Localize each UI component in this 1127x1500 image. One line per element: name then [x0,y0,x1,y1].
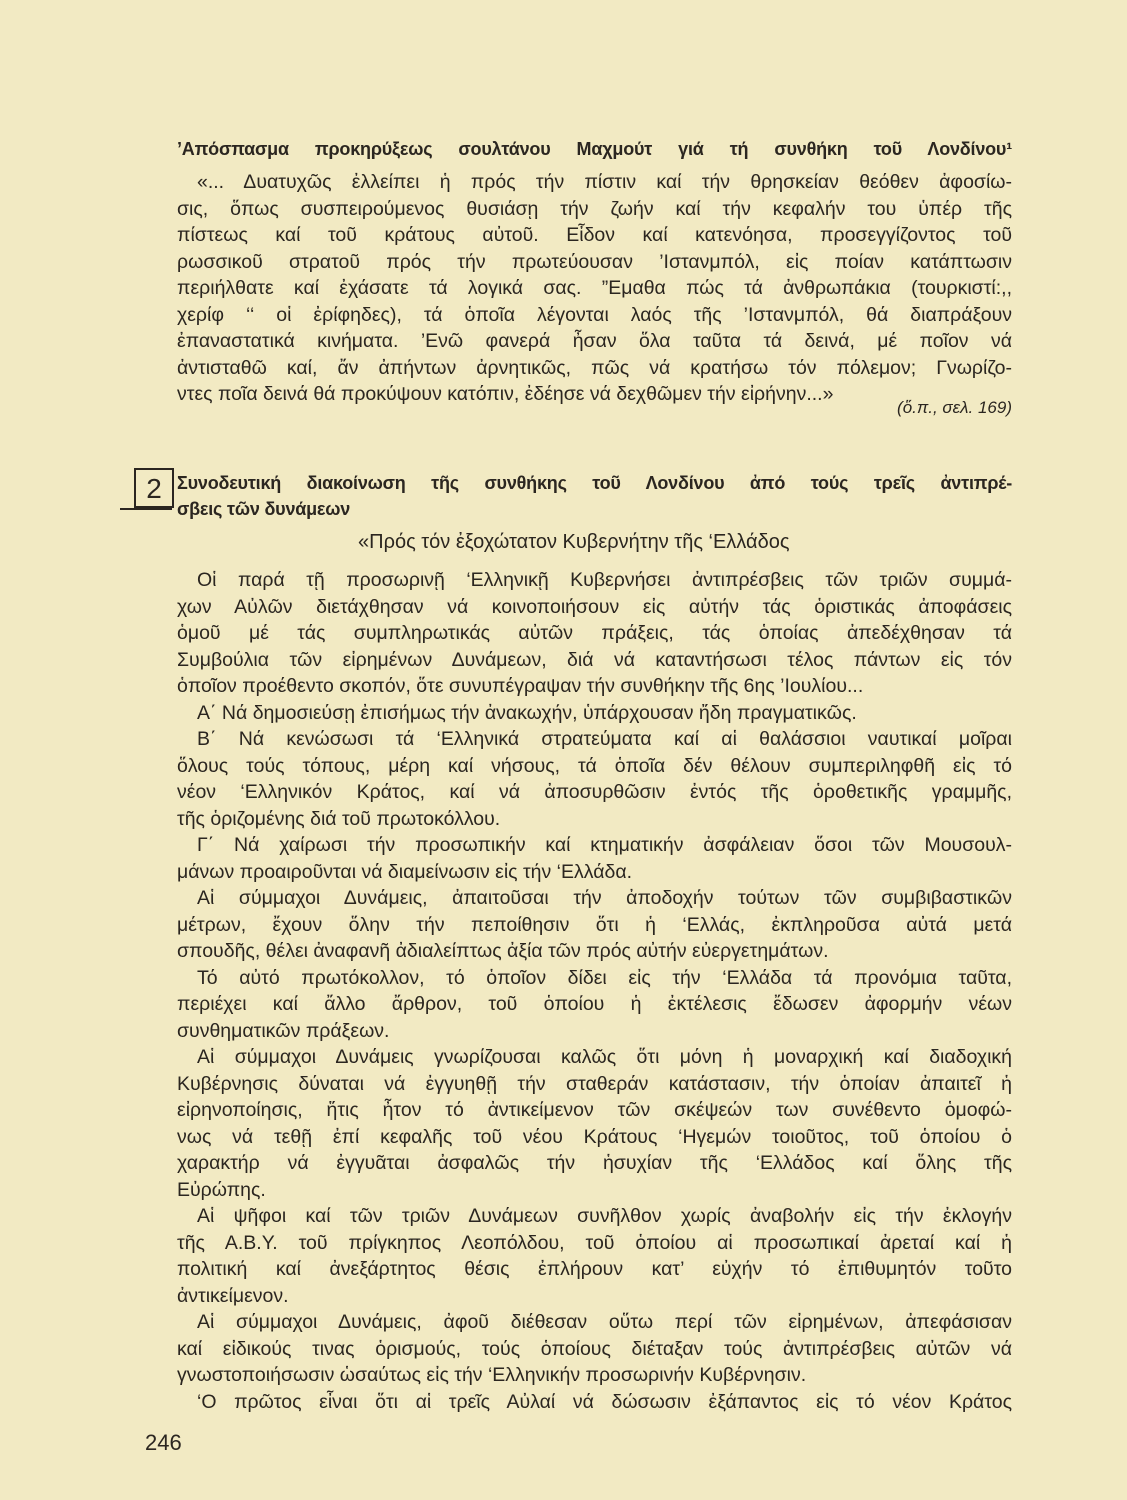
section-number-underline [120,508,172,510]
section-1-title [177,136,1012,162]
text-line: νέον ‘Ελληνικόν Κράτος, καί νά ἀποσυρθῶσιν ἐντός τῆς ὁροθετικῆς γραμμῆς, [177,781,1012,803]
text-line: ντες ποῖα δεινά θά προκύψουν κατόπιν, ἐδέησε νά δεχθῶμεν τήν εἰρήνην...» [177,383,834,405]
section-2-title-line: Συνοδευτική διακοίνωση τῆς συνθήκης τοῦ Λονδίνου ἀπό τούς τρεῖς ἀντιπρέ- [177,473,1012,493]
text-line: ἀντικείμενον. [177,1284,289,1307]
text-line: Γ΄ Νά χαίρωσι τήν προσωπικήν καί κτηματικήν ἀσφάλειαν ὅσοι τῶν Μουσουλ- [197,834,1012,856]
text-line: Κυβέρνησις δύναται νά ἐγγυηθῇ τήν σταθεράν κατάστασιν, τήν ὁποίαν ἀπαιτεῖ ἡ [177,1072,1012,1095]
page-number: 246 [145,1430,182,1455]
text-line: χερίφ ‘‘ οἱ ἐρίφηδες), τά ὁποῖα λέγονται λαός τῆς ’Ιστανμπόλ, θά διαπράξουν [177,303,1012,326]
text-line: νως νά τεθῇ ἐπί κεφαλῆς τοῦ νέου Κράτους ‘Ηγεμών τοιοῦτος, τοῦ ὁποίου ὁ [177,1125,1012,1148]
text-line: μέτρων, ἔχουν ὅλην τήν πεποίθησιν ὅτι ἡ ‘Ελλάς, ἐκπληροῦσα αὐτά μετά [177,913,1012,936]
citation: (ὅ.π., σελ. 169) [897,398,1012,417]
text-line: χων Αὐλῶν διετάχθησαν νά κοινοποιήσουν εἰς αὐτήν τάς ὁριστικάς ἀποφάσεις [177,595,1012,618]
text-line: Αἱ σύμμαχοι Δυνάμεις, ἀπαιτοῦσαι τήν ἀποδοχήν τούτων τῶν συμβιβαστικῶν [197,887,1012,909]
text-line: καί εἰδικούς τινας ὁρισμούς, τούς ὁποίους διέταξαν τούς ἀντιπρέσβεις αὐτῶν νά [177,1337,1012,1360]
text-line: ὁποῖον προέθεντο σκοπόν, ὅτε συνυπέγραψαν τήν συνθήκην τῆς 6ης ’Ιουλίου... [177,675,864,697]
section-2-title [177,470,1012,522]
text-line: ‘Ο πρῶτος εἶναι ὅτι αἱ τρεῖς Αὐλαί νά δώσωσιν ἐξάπαντος εἰς τό νέον Κράτος [197,1390,1012,1413]
text-line: ὁμοῦ μέ τάς συμπληρωτικάς αὐτῶν πράξεις, τάς ὁποίας ἀπεδέχθησαν τά [177,622,1012,644]
text-line: Οἱ παρά τῇ προσωρινῇ ‘Ελληνικῇ Κυβερνήσει ἀντιπρέσβεις τῶν τριῶν συμμά- [197,569,1012,591]
text-line: Αἱ ψῆφοι καί τῶν τριῶν Δυνάμεων συνῆλθον χωρίς ἀναβολήν εἰς τήν ἐκλογήν [197,1205,1012,1227]
text-line: Αἱ σύμμαχοι Δυνάμεις γνωρίζουσαι καλῶς ὅτι μόνη ἡ μοναρχική καί διαδοχική [197,1046,1012,1068]
sultan-proclamation-quote [177,169,1012,408]
note-body [177,567,1012,1415]
text-line: Συμβούλια τῶν εἰρημένων Δυνάμεων, διά νά καταντήσωσι τέλος πάντων εἰς τόν [177,648,1012,671]
text-line: Αἱ σύμμαχοι Δυνάμεις, ἀφοῦ διέθεσαν οὕτω περί τῶν εἰρημένων, ἀπεφάσισαν [197,1311,1012,1333]
text-line: γνωστοποιήσωσιν ὡσαύτως εἰς τήν ‘Ελληνικήν προσωρινήν Κυβέρνησιν. [177,1364,807,1386]
text-line: πίστεως καί τοῦ κράτους αὐτοῦ. Εἶδον καί κατενόησα, προσεγγίζοντος τοῦ [177,224,1012,246]
text-line: πολιτική καί ἀνεξάρτητος θέσις ἐπλήρουν κατ’ εὐχήν τό ἐπιθυμητόν τοῦτο [177,1258,1012,1280]
text-line: ἐπαναστατικά κινήματα. ’Ενῶ φανερά ἦσαν ὅλα ταῦτα τά δεινά, μέ ποῖον νά [177,330,1012,352]
text-line: συνθηματικῶν πράξεων. [177,1019,390,1042]
text-line: χαρακτήρ νά ἐγγυᾶται ἀσφαλῶς τήν ἡσυχίαν τῆς ‘Ελλάδος καί ὅλης τῆς [177,1152,1012,1174]
text-line: σπουδῆς, θέλει ἀναφανῆ ἀδιαλείπτως ἀξία τῶν πρός αὐτήν εὐεργετημάτων. [177,940,829,962]
text-line: περιήλθατε καί ἐχάσατε τά λογικά σας. ”Εμαθα πώς τά ἀνθρωπάκια (τουρκιστί:,, [177,277,1012,299]
text-line: «... Δυατυχῶς ἐλλείπει ἡ πρός τήν πίστιν καί τήν θρησκείαν θεόθεν ἀφοσίω- [197,171,1012,193]
text-line: σις, ὅπως συσπειρούμενος θυσιάσῃ τήν ζωήν καί τήν κεφαλήν του ὑπέρ τῆς [177,197,1012,220]
salutation: «Πρός τόν ἐξοχώτατον Κυβερνήτην τῆς ‘Ελλάδος [358,531,790,553]
section-1-title-text: ’Απόσπασμα προκηρύξεως σουλτάνου Μαχμούτ γιά τή συνθήκη τοῦ Λονδίνου¹ [177,139,1012,159]
text-line: Β΄ Νά κενώσωσι τά ‘Ελληνικά στρατεύματα καί αἱ θαλάσσιοι ναυτικαί μοῖραι [197,728,1012,750]
text-line: εἰρηνοποίησις, ἥτις ἦτον τό ἀντικείμενον τῶν σκέψεών των συνέθεντο ὁμοφώ- [177,1099,1012,1121]
section-number-box: 2 [134,468,174,508]
text-line: ρωσσικοῦ στρατοῦ πρός τήν πρωτεύουσαν ’Ιστανμπόλ, εἰς ποίαν κατάπτωσιν [177,250,1012,273]
text-line: Εὐρώπης. [177,1178,266,1201]
text-line: περιέχει καί ἄλλο ἄρθρον, τοῦ ὁποίου ἡ ἐκτέλεσις ἔδωσεν ἀφορμήν νέων [177,993,1012,1015]
text-line: τῆς Α.Β.Υ. τοῦ πρίγκηπος Λεοπόλδου, τοῦ ὁποίου αἱ προσωπικαί ἀρεταί καί ἡ [177,1231,1012,1254]
text-line: τῆς ὁριζομένης διά τοῦ πρωτοκόλλου. [177,807,501,830]
text-line: Α΄ Νά δημοσιεύσῃ ἐπισήμως τήν ἀνακωχήν, ὑπάρχουσαν ἤδη πραγματικῶς. [197,701,857,724]
text-line: μάνων προαιροῦνται νά διαμείνωσιν εἰς τήν ‘Ελλάδα. [177,860,633,883]
text-line: Τό αὐτό πρωτόκολλον, τό ὁποῖον δίδει εἰς τήν ‘Ελλάδα τά προνόμια ταῦτα, [197,966,1012,989]
text-line: ἀντισταθῶ καί, ἄν ἀπήντων ἀρνητικῶς, πῶς νά κρατήσω τόν πόλεμον; Γνωρίζο- [177,356,1012,379]
text-line: ὅλους τούς τόπους, μέρη καί νήσους, τά ὁποῖα δέν θέλουν συμπεριληφθῆ εἰς τό [177,754,1012,777]
section-2-title-line: σβεις τῶν δυνάμεων [177,499,351,519]
